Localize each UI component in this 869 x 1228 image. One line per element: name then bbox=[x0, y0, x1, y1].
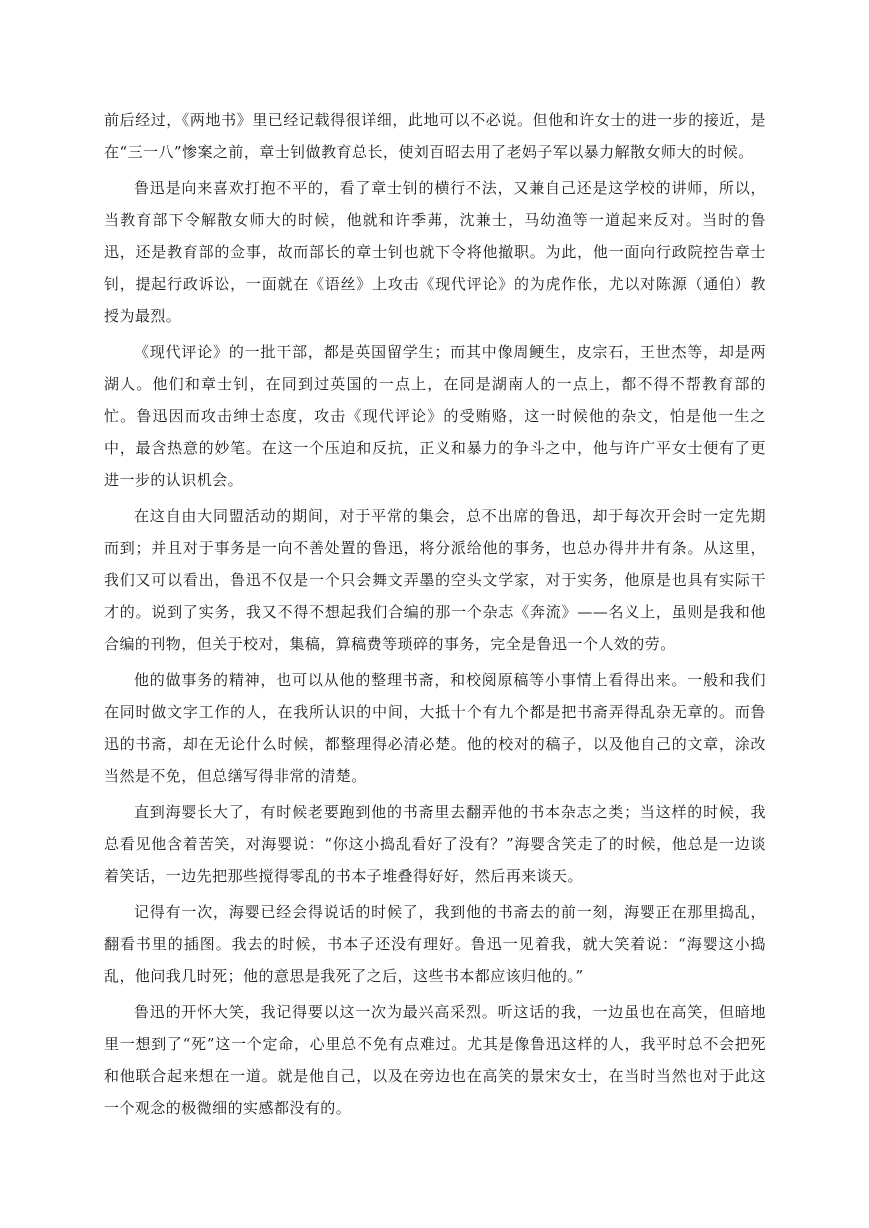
paragraph-1: 前后经过，《两地书》里已经记载得很详细，此地可以不必说。但他和许女士的进一步的接近，是在“三一八”惨案之前，章士钊做教育总长，使刘百昭去用了老妈子军以暴力解散女师大的时候。 bbox=[104, 111, 766, 161]
paragraph-7: 记得有一次，海婴已经会得说话的时候了，我到他的书斋去的前一刻，海婴正在那里捣乱，翻看书里的插图。我去的时候，书本子还没有理好。鲁迅一见着我，就大笑着说：“海婴这小捣乱，他问我几时死；他的意思是我死了之后，这些书本都应该归他的。” bbox=[104, 903, 766, 985]
paragraph-8: 鲁迅的开怀大笑，我记得要以这一次为最兴高采烈。听这话的我，一边虽也在高笑，但暗地里一想到了“死”这一个定命，心里总不免有点难过。尤其是像鲁迅这样的人，我平时总不会把死和他联合起来想在一道。就是他自己，以及在旁边也在高笑的景宋女士，在当时当然也对于此这一个观念的极微细的实感都没有的。 bbox=[104, 1003, 766, 1117]
document-page bbox=[104, 104, 766, 1128]
paragraph-4: 在这自由大同盟活动的期间，对于平常的集会，总不出席的鲁迅，却于每次开会时一定先期而到；并且对于事务是一向不善处置的鲁迅，将分派给他的事务，也总办得井井有条。从这里，我们又可以看出，鲁迅不仅是一个只会舞文弄墨的空头文学家，对于实务，他原是也具有实际干才的。说到了实务，我又不得不想起我们合编的那一个杂志《奔流》——名义上，虽则是我和他合编的刊物，但关于校对，集稿，算稿费等琐碎的事务，完全是鲁迅一个人效的劳。 bbox=[104, 507, 766, 653]
paragraph-3: 《现代评论》的一批干部，都是英国留学生；而其中像周鲠生，皮宗石，王世杰等，却是两湖人。他们和章士钊，在同到过英国的一点上，在同是湖南人的一点上，都不得不帮教育部的忙。鲁迅因而攻击绅士态度，攻击《现代评论》的受贿赂，这一时候他的杂文，怕是他一生之中，最含热意的妙笔。在这一个压迫和反抗，正义和暴力的争斗之中，他与许广平女士便有了更进一步的认识机会。 bbox=[104, 343, 766, 489]
paragraph-2: 鲁迅是向来喜欢打抱不平的，看了章士钊的横行不法，又兼自己还是这学校的讲师，所以，当教育部下令解散女师大的时候，他就和许季茀，沈兼士，马幼渔等一道起来反对。当时的鲁迅，还是教育部的佥事，故而部长的章士钊也就下令将他撤职。为此，他一面向行政院控告章士钊，提起行政诉讼，一面就在《语丝》上攻击《现代评论》的为虎作伥，尤以对陈源（通伯）教授为最烈。 bbox=[104, 179, 766, 325]
paragraph-6: 直到海婴长大了，有时候老要跑到他的书斋里去翻弄他的书本杂志之类；当这样的时候，我总看见他含着苦笑，对海婴说：“你这小捣乱看好了没有？”海婴含笑走了的时候，他总是一边谈着笑话，一边先把那些搅得零乱的书本子堆叠得好好，然后再来谈天。 bbox=[104, 803, 766, 885]
paragraph-5: 他的做事务的精神，也可以从他的整理书斋，和校阅原稿等小事情上看得出来。一般和我们在同时做文字工作的人，在我所认识的中间，大抵十个有九个都是把书斋弄得乱杂无章的。而鲁迅的书斋，却在无论什么时候，都整理得必清必楚。他的校对的稿子，以及他自己的文章，涂改当然是不免，但总缮写得非常的清楚。 bbox=[104, 671, 766, 785]
